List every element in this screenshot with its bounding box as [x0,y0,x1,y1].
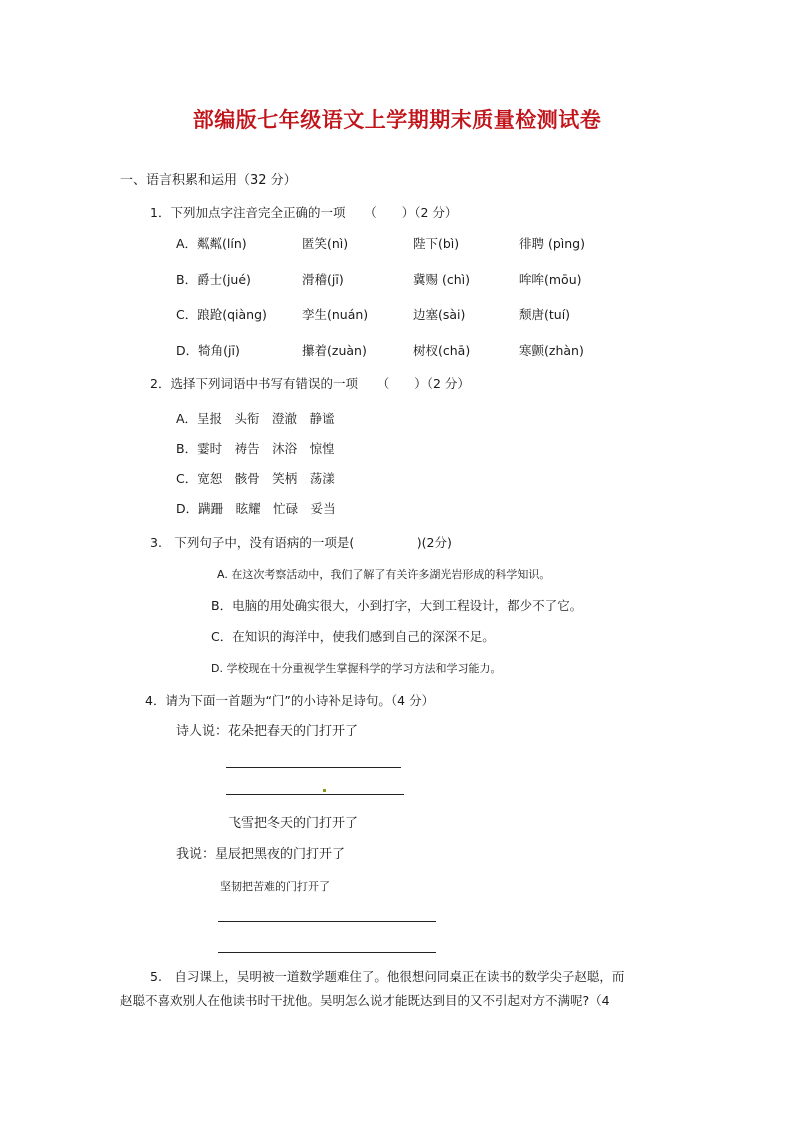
answer-blank-4[interactable] [218,952,436,953]
q1-c-3: 边塞(sài) [413,307,466,322]
q1-a-3: 陛下(bì) [413,236,460,251]
q2-option-b: B．霎时 祷告 沐浴 惊惶 [176,441,335,456]
q3-option-b: B．电脑的用处确实很大，小到打字，大到工程设计，都少不了它。 [211,598,583,613]
q1-c-2: 孪生(nuán) [302,307,369,322]
q1-b-4: 哞哞(mōu) [519,272,582,287]
q2-stem: 2．选择下列词语中书写有错误的一项 （ ）（2 分） [150,376,470,391]
answer-blank-1[interactable] [226,767,401,768]
q4-poem-line-4: 坚韧把苦难的门打开了 [220,880,330,893]
exam-title: 部编版七年级语文上学期期末质量检测试卷 [192,107,602,132]
q1-a-2: 匿笑(nì) [302,236,349,251]
q2-option-d: D．蹒跚 眩耀 忙碌 妥当 [176,501,336,516]
q1-b-1: B．爵士(jué) [176,272,251,287]
q3-option-d: D. 学校现在十分重视学生掌握科学的学习方法和学习能力。 [211,662,502,675]
q1-d-3: 树杈(chā) [413,343,471,358]
q1-b-3: 冀赐 (chì) [413,272,470,287]
q1-c-1: C．踉跄(qiàng) [176,307,267,322]
q1-b-2: 滑稽(jī) [302,272,344,287]
q4-stem: 4．请为下面一首题为“门”的小诗补足诗句。（4 分） [145,693,435,708]
q1-a-1: A．粼粼(lín) [176,236,247,251]
q4-poem-line-2: 飞雪把冬天的门打开了 [228,816,359,831]
q3-option-c: C．在知识的海洋中，使我们感到自己的深深不足。 [211,629,495,644]
q4-poem-line-1: 诗人说：花朵把春天的门打开了 [176,724,359,739]
q1-d-4: 寒颤(zhàn) [519,343,584,358]
green-dot-mark [323,789,326,792]
q1-a-4: 徘聘 (pìng) [519,236,585,251]
q1-stem: 1．下列加点字注音完全正确的一项 （ ）（2 分） [150,205,458,220]
q2-option-a: A．呈报 头衔 澄澈 静谧 [176,411,335,426]
q2-option-c: C．宽恕 骸骨 笑柄 荡漾 [176,471,335,486]
answer-blank-3[interactable] [218,921,436,922]
q5-line-1: 5. 自习课上，吴明被一道数学题难住了。他很想问同桌正在读书的数学尖子赵聪，而 [150,969,625,984]
q1-c-4: 颓唐(tuí) [519,307,571,322]
q1-d-2: 攥着(zuàn) [302,343,367,358]
q5-line-2: 赵聪不喜欢别人在他读书时干扰他。吴明怎么说才能既达到目的又不引起对方不满呢?（4 [120,993,610,1008]
q3-stem: 3. 下列句子中，没有语病的一项是( )(2分) [150,535,452,550]
q3-option-a: A. 在这次考察活动中，我们了解了有关许多湖光岩形成的科学知识。 [217,568,551,581]
q4-poem-line-3: 我说：星辰把黑夜的门打开了 [176,847,346,862]
q1-d-1: D．犄角(jī) [176,343,240,358]
section-heading: 一、语言积累和运用（32 分） [120,173,297,188]
answer-blank-2[interactable] [226,794,404,795]
